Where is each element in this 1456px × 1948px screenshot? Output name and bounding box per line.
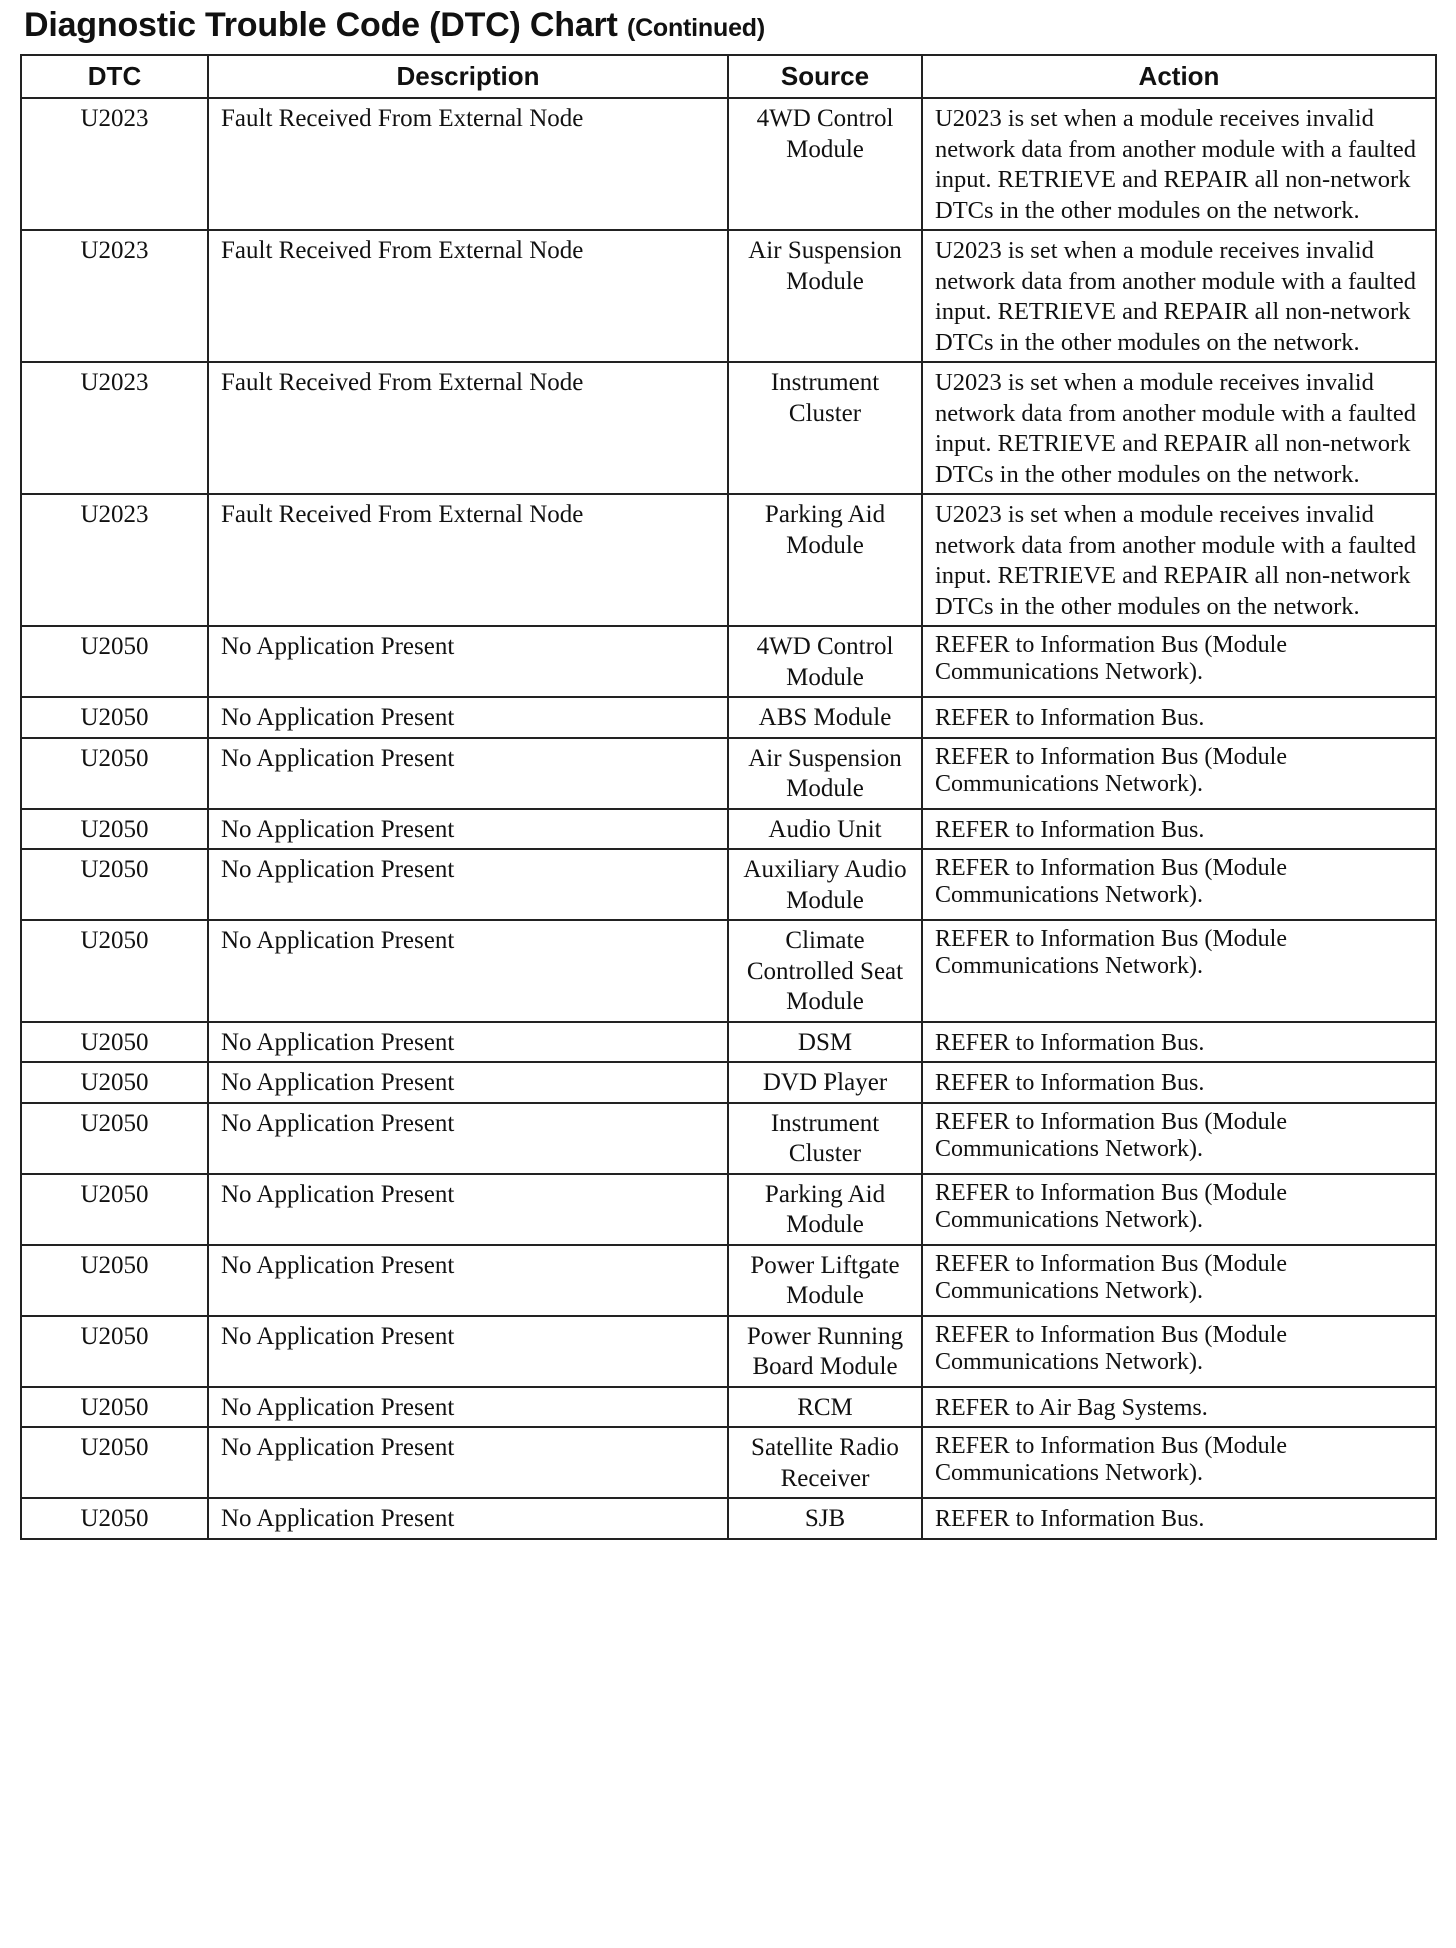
cell-source: Power Liftgate Module	[728, 1245, 922, 1316]
cell-dtc: U2050	[21, 1245, 208, 1316]
cell-dtc: U2050	[21, 1022, 208, 1063]
table-row	[21, 849, 1436, 920]
cell-description: No Application Present	[208, 1174, 728, 1245]
cell-dtc: U2023	[21, 362, 208, 494]
table-row	[21, 920, 1436, 1022]
table-row	[21, 738, 1436, 809]
page-title	[24, 2, 765, 51]
cell-description: No Application Present	[208, 697, 728, 738]
header-action: Action	[922, 55, 1436, 98]
cell-dtc: U2050	[21, 809, 208, 850]
cell-description: No Application Present	[208, 1103, 728, 1174]
cell-description: Fault Received From External Node	[208, 362, 728, 494]
cell-source: Audio Unit	[728, 809, 922, 850]
cell-source: Air Suspension Module	[728, 738, 922, 809]
table-row	[21, 362, 1436, 494]
cell-source: Climate Controlled Seat Module	[728, 920, 922, 1022]
table-body	[21, 98, 1436, 1539]
cell-source: Air Suspension Module	[728, 230, 922, 362]
cell-action: REFER to Information Bus.	[922, 1022, 1436, 1063]
cell-source: 4WD Control Module	[728, 626, 922, 697]
cell-action: REFER to Information Bus (Module Communications Network).	[922, 1103, 1436, 1174]
cell-action: U2023 is set when a module receives invalid network data from another module with a faulted input. RETRIEVE and REPAIR all non-network DTCs in the other modules on the network.	[922, 98, 1436, 230]
header-row	[21, 55, 1436, 98]
table-row	[21, 1103, 1436, 1174]
cell-dtc: U2050	[21, 1427, 208, 1498]
cell-source: Instrument Cluster	[728, 362, 922, 494]
cell-dtc: U2023	[21, 230, 208, 362]
cell-action: U2023 is set when a module receives invalid network data from another module with a faulted input. RETRIEVE and REPAIR all non-network DTCs in the other modules on the network.	[922, 362, 1436, 494]
cell-source: RCM	[728, 1387, 922, 1428]
cell-dtc: U2023	[21, 98, 208, 230]
cell-dtc: U2050	[21, 1498, 208, 1539]
cell-action: REFER to Information Bus (Module Communications Network).	[922, 849, 1436, 920]
header-source: Source	[728, 55, 922, 98]
cell-dtc: U2050	[21, 1103, 208, 1174]
cell-action: REFER to Information Bus (Module Communications Network).	[922, 1427, 1436, 1498]
table-row	[21, 1498, 1436, 1539]
cell-action: REFER to Information Bus.	[922, 1498, 1436, 1539]
cell-dtc: U2050	[21, 626, 208, 697]
cell-source: 4WD Control Module	[728, 98, 922, 230]
cell-source: Parking Aid Module	[728, 494, 922, 626]
cell-action: REFER to Information Bus (Module Communications Network).	[922, 1245, 1436, 1316]
table-row	[21, 626, 1436, 697]
table-row	[21, 697, 1436, 738]
table-row	[21, 1316, 1436, 1387]
table-row	[21, 494, 1436, 626]
cell-action: REFER to Information Bus (Module Communications Network).	[922, 920, 1436, 1022]
cell-description: No Application Present	[208, 1427, 728, 1498]
cell-source: DSM	[728, 1022, 922, 1063]
cell-description: No Application Present	[208, 1245, 728, 1316]
cell-description: No Application Present	[208, 1022, 728, 1063]
cell-dtc: U2050	[21, 1174, 208, 1245]
cell-action: REFER to Information Bus.	[922, 809, 1436, 850]
cell-description: No Application Present	[208, 809, 728, 850]
cell-description: No Application Present	[208, 738, 728, 809]
table-row	[21, 1022, 1436, 1063]
table-row	[21, 1387, 1436, 1428]
cell-dtc: U2050	[21, 1387, 208, 1428]
cell-description: No Application Present	[208, 626, 728, 697]
cell-source: Satellite Radio Receiver	[728, 1427, 922, 1498]
cell-description: No Application Present	[208, 1316, 728, 1387]
cell-action: REFER to Information Bus.	[922, 697, 1436, 738]
table-row	[21, 1427, 1436, 1498]
cell-dtc: U2050	[21, 697, 208, 738]
cell-description: No Application Present	[208, 1387, 728, 1428]
cell-action: U2023 is set when a module receives invalid network data from another module with a faulted input. RETRIEVE and REPAIR all non-network DTCs in the other modules on the network.	[922, 494, 1436, 626]
cell-description: Fault Received From External Node	[208, 230, 728, 362]
cell-dtc: U2050	[21, 1062, 208, 1103]
cell-action: U2023 is set when a module receives invalid network data from another module with a faulted input. RETRIEVE and REPAIR all non-network DTCs in the other modules on the network.	[922, 230, 1436, 362]
cell-source: SJB	[728, 1498, 922, 1539]
cell-description: Fault Received From External Node	[208, 98, 728, 230]
header-description: Description	[208, 55, 728, 98]
cell-source: DVD Player	[728, 1062, 922, 1103]
table-row	[21, 1062, 1436, 1103]
cell-action: REFER to Information Bus (Module Communications Network).	[922, 1316, 1436, 1387]
cell-source: Instrument Cluster	[728, 1103, 922, 1174]
cell-action: REFER to Air Bag Systems.	[922, 1387, 1436, 1428]
cell-action: REFER to Information Bus (Module Communications Network).	[922, 1174, 1436, 1245]
cell-dtc: U2023	[21, 494, 208, 626]
page-title-text: Diagnostic Trouble Code (DTC) Chart	[24, 6, 618, 44]
cell-dtc: U2050	[21, 1316, 208, 1387]
table-row	[21, 1174, 1436, 1245]
table-row	[21, 230, 1436, 362]
table-row	[21, 98, 1436, 230]
dtc-table	[20, 54, 1437, 1540]
cell-dtc: U2050	[21, 920, 208, 1022]
cell-description: No Application Present	[208, 920, 728, 1022]
cell-action: REFER to Information Bus (Module Communications Network).	[922, 626, 1436, 697]
cell-source: Auxiliary Audio Module	[728, 849, 922, 920]
cell-dtc: U2050	[21, 849, 208, 920]
cell-action: REFER to Information Bus.	[922, 1062, 1436, 1103]
cell-description: No Application Present	[208, 849, 728, 920]
cell-source: Power Running Board Module	[728, 1316, 922, 1387]
cell-description: Fault Received From External Node	[208, 494, 728, 626]
cell-action: REFER to Information Bus (Module Communications Network).	[922, 738, 1436, 809]
page-subtitle: (Continued)	[626, 14, 765, 42]
table-row	[21, 809, 1436, 850]
cell-source: ABS Module	[728, 697, 922, 738]
header-dtc: DTC	[21, 55, 208, 98]
table-row	[21, 1245, 1436, 1316]
cell-dtc: U2050	[21, 738, 208, 809]
cell-description: No Application Present	[208, 1498, 728, 1539]
cell-source: Parking Aid Module	[728, 1174, 922, 1245]
cell-description: No Application Present	[208, 1062, 728, 1103]
table-header	[21, 55, 1436, 98]
